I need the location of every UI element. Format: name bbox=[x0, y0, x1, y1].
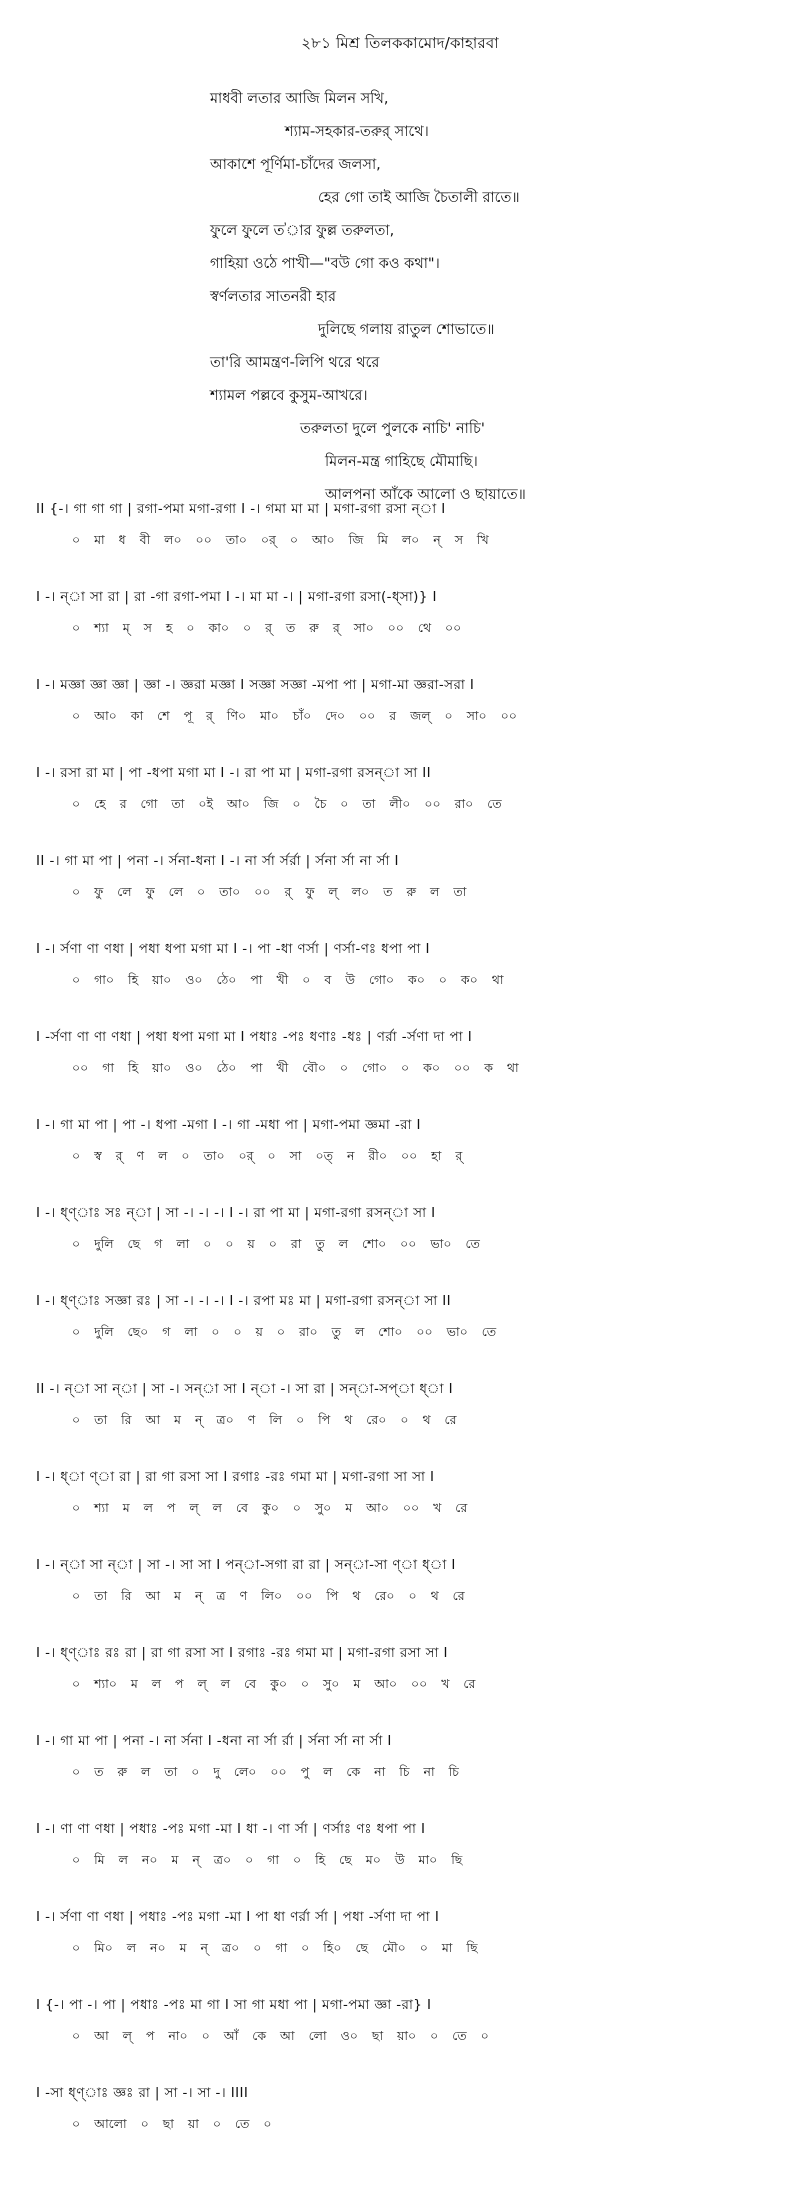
lyric-syllables: ০০ গা হি য়া০ ও০ ঠে০ পা খী বৌ০ ০ গো০ ০ ক০ ০০ ক থা bbox=[72, 1060, 519, 1075]
swar-line: I -। ন্‌া সা ন্‌া | সা -। সা সা I পন্‌া-সগা রা রা | সন্‌া-সা ণ্‌া ধ্‌া I bbox=[36, 1557, 456, 1573]
notation-row bbox=[0, 850, 800, 940]
notation-row bbox=[0, 674, 800, 764]
lyric-syllables: ০ মি ল ন০ ম ন্ ত্র০ ০ গা ০ হি ছে ম০ উ মা০ ছি bbox=[72, 1852, 463, 1867]
notation-row bbox=[0, 1994, 800, 2084]
lyric-syllables: ০ স্ব র্ ণ ল ০ তা০ ০র্ ০ সা ০ত্ ন রী০ ০০ হা র্ bbox=[72, 1148, 463, 1163]
lyric-syllables: ০ শ্যা ম ল প ল্ ল বে কু০ ০ সু০ ম আ০ ০০ খ রে bbox=[72, 1500, 468, 1515]
notation-row bbox=[0, 1818, 800, 1908]
notation-row bbox=[0, 762, 800, 852]
notation-row bbox=[0, 1114, 800, 1204]
swar-line: I -। র্সণা ণা ণধা | পধাঃ -পঃ মগা -মা I পা ধা ণর্রা র্সা | পধা -র্সণা দা পা I bbox=[36, 1909, 440, 1925]
notation-row bbox=[0, 498, 800, 588]
notation-row bbox=[0, 586, 800, 676]
swar-line: I -। রসা রা মা | পা -ধপা মগা মা I -। রা পা মা | মগা-রগা রসন্‌া সা II bbox=[36, 765, 431, 781]
lyric-syllables: ০ আ ল্ প না০ ০ আঁ কে আ লো ও০ ছা য়া০ ০ তে ০ bbox=[72, 2028, 489, 2043]
lyric-syllables: ০ ফু লে ফু লে ০ তা০ ০০ র্ ফু ল্ ল০ ত রু ল তা bbox=[72, 884, 467, 899]
swar-line: II -। ন্‌া সা ন্‌া | সা -। সন্‌া সা I ন্‌া -। সা রা | সন্‌া-সপ্‌া ধ্‌া I bbox=[36, 1381, 453, 1397]
lyrics-line: শ্যামল পল্লবে কুসুম-আখরে। bbox=[210, 388, 368, 404]
lyrics-line: মিলন-মন্ত্র গাহিছে মৌমাছি। bbox=[325, 454, 478, 470]
swar-line: II {-। গা গা গা | রগা-পমা মগা-রগা I -। গমা মা মা | মগা-রগা রসা ন্‌া I bbox=[36, 501, 446, 517]
lyric-syllables: ০ শ্যা০ ম ল প ল্ ল বে কু০ ০ সু০ ম আ০ ০০ খ রে bbox=[72, 1676, 476, 1691]
lyrics-line: ফুলে ফুলে ত'ার ফুল্ল তরুলতা, bbox=[210, 223, 395, 239]
swar-line: I -। র্সণা ণা ণধা | পধা ধপা মগা মা I -। পা -ধা ণর্সা | ণর্সা-ণঃ ধপা পা I bbox=[36, 941, 430, 957]
notation-row bbox=[0, 1290, 800, 1380]
notation-row bbox=[0, 1378, 800, 1468]
lyrics-line: স্বর্ণলতার সাতনরী হার bbox=[210, 289, 336, 305]
notation-row bbox=[0, 1906, 800, 1996]
notation-row bbox=[0, 938, 800, 1028]
swar-line: I -। ধ্‌ণ্‌াঃ সজ্ঞা রঃ | সা -। -। -। I -। রপা মঃ মা | মগা-রগা রসন্‌া সা II bbox=[36, 1293, 452, 1309]
swar-line: II -। গা মা পা | পনা -। র্সনা-ধনা I -। না র্সা র্সর্রা | র্সনা র্সা না র্সা I bbox=[36, 853, 399, 869]
notation-row bbox=[0, 1642, 800, 1732]
lyric-syllables: ০ তা রি আ ম ন্ ত্র০ ণ লি ০ পি থ রে০ ০ থ রে bbox=[72, 1412, 457, 1427]
lyric-syllables: ০ দুলি ছে০ গ লা ০ ০ য় ০ রা০ তু ল শো০ ০০ ভা০ তে bbox=[72, 1324, 497, 1339]
swar-line: I -। গা মা পা | পনা -। না র্সনা I -ধনা না র্সা র্রা | র্সনা র্সা না র্সা I bbox=[36, 1733, 392, 1749]
notation-row bbox=[0, 2082, 800, 2172]
lyrics-line: আলপনা আঁকে আলো ও ছায়াতে॥ bbox=[325, 487, 526, 503]
lyric-syllables: ০ হে র গো তা ০ই আ০ জি ০ চৈ ০ তা লী০ ০০ রা০ তে bbox=[72, 796, 502, 811]
lyric-syllables: ০ ত রু ল তা ০ দু লে০ ০০ পু ল কে না চি না চি bbox=[72, 1764, 459, 1779]
swar-line: I -। ধ্‌ণ্‌াঃ রঃ রা | রা গা রসা সা I রগাঃ -রঃ গমা মা | মগা-রগা রসা সা I bbox=[36, 1645, 448, 1661]
lyrics-line: গাহিয়া ওঠে পাখী—"বউ গো কও কথা"। bbox=[210, 256, 440, 272]
lyric-syllables: ০ আলো ০ ছা য়া ০ তে ০ bbox=[72, 2116, 272, 2131]
lyric-syllables: ০ মা ধ বী ল০ ০০ তা০ ০র্ ০ আ০ জি মি ল০ ন্ স খি bbox=[72, 532, 489, 547]
swar-line: I -। ন্‌া সা রা | রা -গা রগা-পমা I -। মা মা -। | মগা-রগা রসা(-ধ্‌সা)} I bbox=[36, 589, 437, 605]
notation-row bbox=[0, 1466, 800, 1556]
lyric-syllables: ০ দুলি ছে গ লা ০ ০ য় ০ রা তু ল শো০ ০০ ভা০ তে bbox=[72, 1236, 480, 1251]
notation-row bbox=[0, 1554, 800, 1644]
lyric-syllables: ০ তা রি আ ম ন্ ত্র ণ লি০ ০০ পি থ রে০ ০ থ রে bbox=[72, 1588, 465, 1603]
lyrics-line: শ্যাম-সহকার-তরুর্ সাথে। bbox=[285, 124, 429, 140]
swar-line: I -। ধ্‌ণ্‌াঃ সঃ ন্‌া | সা -। -। -। I -। রা পা মা | মগা-রগা রসন্‌া সা I bbox=[36, 1205, 436, 1221]
lyrics-line: তা'রি আমন্ত্রণ-লিপি থরে থরে bbox=[210, 355, 380, 371]
lyrics-line: তরুলতা দুলে পুলকে নাচি' নাচি' bbox=[300, 421, 485, 437]
lyric-syllables: ০ গা০ হি য়া০ ও০ ঠে০ পা খী ০ ব উ গো০ ক০ ০ ক০ থা bbox=[72, 972, 504, 987]
notation-row bbox=[0, 1730, 800, 1820]
lyrics-line: আকাশে পূর্ণিমা-চাঁদের জলসা, bbox=[210, 157, 381, 173]
lyrics-line: মাধবী লতার আজি মিলন সখি, bbox=[210, 91, 389, 107]
swar-line: I -। ধ্‌া ণ্‌া রা | রা গা রসা সা I রগাঃ -রঃ গমা মা | মগা-রগা সা সা I bbox=[36, 1469, 435, 1485]
swar-line: I -। গা মা পা | পা -। ধপা -মগা I -। গা -মধা পা | মগা-পমা জ্ঞমা -রা I bbox=[36, 1117, 421, 1133]
lyric-syllables: ০ শ্যা ম্ স হ ০ কা০ ০ র্ ত রু র্ সা০ ০০ থে ০০ bbox=[72, 620, 462, 635]
swar-line: I -। ণা ণা ণধা | পধাঃ -পঃ মগা -মা I ধা -। ণা র্সা | ণর্সাঃ ণঃ ধপা পা I bbox=[36, 1821, 426, 1837]
swar-line: I {-। পা -। পা | পধাঃ -পঃ মা গা I সা গা মধা পা | মগা-পমা জ্ঞা -রা} I bbox=[36, 1997, 432, 2013]
notation-row bbox=[0, 1202, 800, 1292]
lyrics-line: হের গো তাই আজি চৈতালী রাতে॥ bbox=[318, 190, 520, 206]
swar-line: I -র্সণা ণা ণা ণধা | পধা ধপা মগা মা I পধাঃ -পঃ ধণাঃ -ধঃ | ণর্রা -র্সণা দা পা I bbox=[36, 1029, 473, 1045]
lyric-syllables: ০ মি০ ল ন০ ম ন্ ত্র০ ০ গা ০ হি০ ছে মৌ০ ০ মা ছি bbox=[72, 1940, 478, 1955]
swar-line: I -সা ধ্‌ণ্‌াঃ জ্ঞঃ রা | সা -। সা -। IIII bbox=[36, 2085, 249, 2101]
lyric-syllables: ০ আ০ কা শে পূ র্ ণি০ মা০ চাঁ০ দে০ ০০ র জল্ ০ সা০ ০০ bbox=[72, 708, 517, 723]
song-title: ২৮১ মিশ্র তিলককামোদ/কাহারবা bbox=[301, 34, 499, 52]
lyrics-line: দুলিছে গলায় রাতুল শোভাতে॥ bbox=[318, 322, 495, 338]
notation-row bbox=[0, 1026, 800, 1116]
swar-line: I -। মজ্ঞা জ্ঞা জ্ঞা | জ্ঞা -। জ্ঞরা মজ্ঞা I সজ্ঞা সজ্ঞা -মপা পা | মগা-মা জ্ঞরা-সরা I bbox=[36, 677, 475, 693]
